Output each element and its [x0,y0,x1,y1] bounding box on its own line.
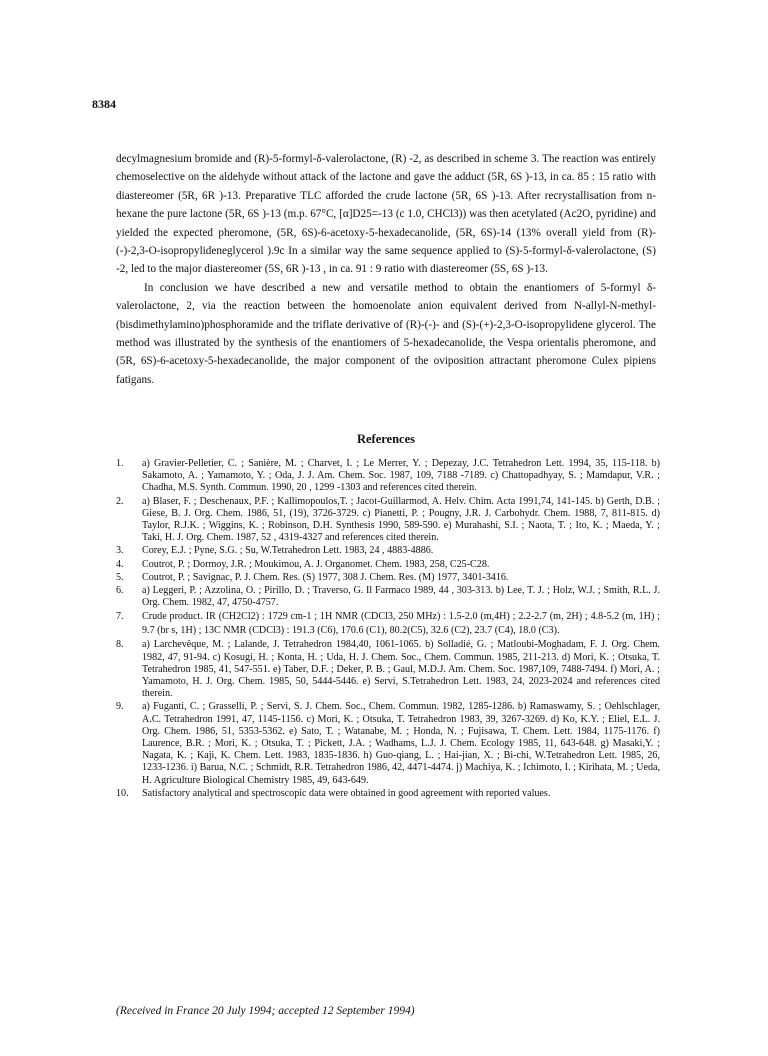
body-text [116,150,656,389]
reference-number: 3. [116,545,124,557]
reference-item [116,496,660,545]
reference-text: Coutrot, P. ; Dormoy, J.R. ; Moukimou, A. J. Organomet. Chem. 1983, 258, C25-C28. [142,558,490,570]
reference-text: a) Blaser, F. ; Deschenaux, P.F. ; Kallimopoulos,T. ; Jacot-Guillarmod, A. Helv. Chim. Acta 1991,74, 141-145. b) Gerth, D.B. ; Giese, B. J. Org. Chem. 1986, 51, (19), 3726-3729. c) Pianetti, P. ; Pougny, J.R. J. Carbohydr. Chem. 1988, 7, 811-815. d) Taylor, R.J.K. ; Wiggins, K. ; Robinson, D.H. Synthesis 1990, 589-590. e) Murahashi, S.I. ; Naota, T. ; Ito, K. ; Maeda, Y. ; Taki, H. J. Org. Chem. 1987, 52 , 4319-4327 and references cited therein. [142,495,660,544]
page-number: 8384 [92,97,116,111]
paragraph-2: In conclusion we have described a new and versatile method to obtain the enantiomers of 5-formyl δ-valerolactone, 2, via the reaction between the homoenolate anion equivalent derived from N-allyl-N-methyl-(bisdimethylamino)phosphoramide and the triflate derivative of (R)-(-)- and (S)-(+)-2,3-O-isopropylidene glycerol. The method was illustrated by the synthesis of the enantiomers of 5-hexadecanolide, the Vespa orientalis pheromone, and (5R, 6S)-6-acetoxy-5-hexadecanolide, the major component of the oviposition attractant pheromone Culex pipiens fatigans. [116,281,656,386]
paragraph-1: decylmagnesium bromide and (R)-5-formyl-δ-valerolactone, (R) -2, as described in scheme 3. The reaction was entirely chemoselective on the aldehyde without attack of the lactone and gave the adduct (5R, 6S )-13, in ca. 85 : 15 ratio with diastereomer (5R, 6R )-13. Preparative TLC afforded the crude lactone (5R, 6S )-13. After recrystallisation from n-hexane the pure lactone (5R, 6S )-13 (m.p. 67°C, [α]D25=-13 (c 1.0, CHCl3)) was then acetylated (Ac2O, pyridine) and yielded the expected pheromone, (5R, 6S)-6-acetoxy-5-hexadecanolide, (5R, 6S)-14 (13% overall yield from (R)-(-)-2,3-O-isopropylideneglycerol ).9c In a similar way the same sequence applied to (S)-5-formyl-δ-valerolactone, (S) -2, led to the major diastereomer (5S, 6R )-13 , in ca. 91 : 9 ratio with diastereomer (5S, 6S )-13. [116,153,656,276]
reference-text: Corey, E.J. ; Pyne, S.G. ; Su, W.Tetrahedron Lett. 1983, 24 , 4883-4886. [142,545,434,557]
reference-text: Coutrot, P. ; Savignac, P. J. Chem. Res. (S) 1977, 308 J. Chem. Res. (M) 1977, 3401-3416. [142,571,509,583]
reference-number: 6. [116,585,124,597]
reference-item [116,559,660,571]
reference-text: a) Fuganti, C. ; Grasselli, P. ; Servi, S. J. Chem. Soc., Chem. Commun. 1982, 1285-1286. b) Ramaswamy, S. ; Oehlschlager, A.C. Tetrahedron 1991, 47, 1145-1156. c) Mori, K. ; Otsuka, T. Tetrahedron 1983, 39, 3267-3269. d) Ko, K.Y. ; Eliel, E.L. J. Org. Chem. 1986, 51, 5353-5362. e) Sato, T. ; Watanabe, M. ; Honda, N. ; Fujisawa, T. Chem. Lett. 1984, 1175-1176. f) Laurence, B.R. ; Mori, K. ; Otsuka, T. ; Pickett, J.A. ; Wadhams, L.J. J. Chem. Ecology 1985, 11, 643-648. g) Masaki,Y. ; Nagata, K. ; Kaji, K. Chem. Lett. 1983, 1835-1836. h) Guo-qiang, L. ; Hai-jian, X. ; Bi-chi, W.Tetrahedron Lett. 1985, 26, 1233-1236. i) Barua, N.C. ; Schmidt, R.R. Tetrahedron 1986, 42, 4471-4474. j) Machiya, K. ; Ichimoto, I. ; Kirihata, M. ; Ueda, H. Agriculture Biological Chemistry 1985, 49, 643-649. [142,701,660,786]
reference-item [116,639,660,700]
reference-number: 7. [116,611,124,623]
reference-text: Crude product. IR (CH2Cl2) : 1729 cm-1 ; 1H NMR (CDCl3, 250 MHz) : 1.5-2.0 (m,4H) ; 2.2-2.7 (m, 2H) ; 4.8-5.2 (m, 1H) ; 9.7 (br s, 1H) ; 13C NMR (CDCl3) : 191.3 (C6), 170.6 (C1), 80.2(C5), 32.6 (C2), 23.7 (C4), 18.0 (C3). [142,611,660,637]
reference-item [116,585,660,609]
reference-number: 4. [116,558,124,570]
reference-item [116,701,660,786]
reference-number: 2. [116,495,124,507]
references-heading: References [356,432,416,446]
reference-item [116,458,660,495]
reference-number: 10. [116,787,129,799]
reference-text: a) Gravier-Pelletier, C. ; Sanière, M. ; Charvet, I. ; Le Merrer, Y. ; Depezay, J.C. Tetrahedron Lett. 1994, 35, 115-118. b) Sakamoto, A. ; Yamamoto, Y. ; Oda, J. J. Am. Chem. Soc. 1987, 109, 7188 -7189. c) Chattopadhyay, S. ; Mamdapur, V.R. ; Chadha, M.S. Synth. Commun. 1990, 20 , 1299 -1303 and references cited therein. [142,458,660,494]
reference-text: a) Leggeri, P. ; Azzolina, O. ; Pirillo, D. ; Traverso, G. Il Farmaco 1989, 44 , 303-313. b) Lee, T. J. ; Holz, W.J. ; Smith, R.L. J. Org. Chem. 1982, 47, 4750-4757. [142,585,660,609]
reference-item [116,545,660,557]
reference-text: a) Larchevêque, M. ; Lalande, J. Tetrahedron 1984,40, 1061-1065. b) Solladié, G. ; Matloubi-Moghadam, F. J. Org. Chem. 1982, 47, 91-94. c) Kosugi, H. ; Konta, H. ; Uda, H. J. Chem. Soc., Chem. Commun. 1985, 211-213. d) Mori, K. ; Otsuka, T. Tetrahedron 1985, 41, 547-551. e) Taber, D.F. ; Deker, P. B. ; Gaul, M.D.J. Am. Chem. Soc. 1987,109, 7488-7494. f) Mori, A. ; Yamamoto, H. J. Org. Chem. 1985, 50, 5444-5446. e) Servi, S.Tetrahedron Lett. 1983, 24, 2023-2024 and references cited therein. [142,639,660,700]
reference-number: 5. [116,571,124,583]
reference-text: Satisfactory analytical and spectroscopic data were obtained in good agreement with reported values. [142,787,551,799]
reference-item [116,788,660,800]
references-list [116,458,660,801]
reference-number: 1. [116,458,124,469]
reference-item [116,610,660,638]
reference-item [116,572,660,584]
received-date-line: (Received in France 20 July 1994; accepted 12 September 1994) [116,1005,415,1017]
reference-number: 8. [116,639,124,651]
reference-number: 9. [116,701,124,713]
